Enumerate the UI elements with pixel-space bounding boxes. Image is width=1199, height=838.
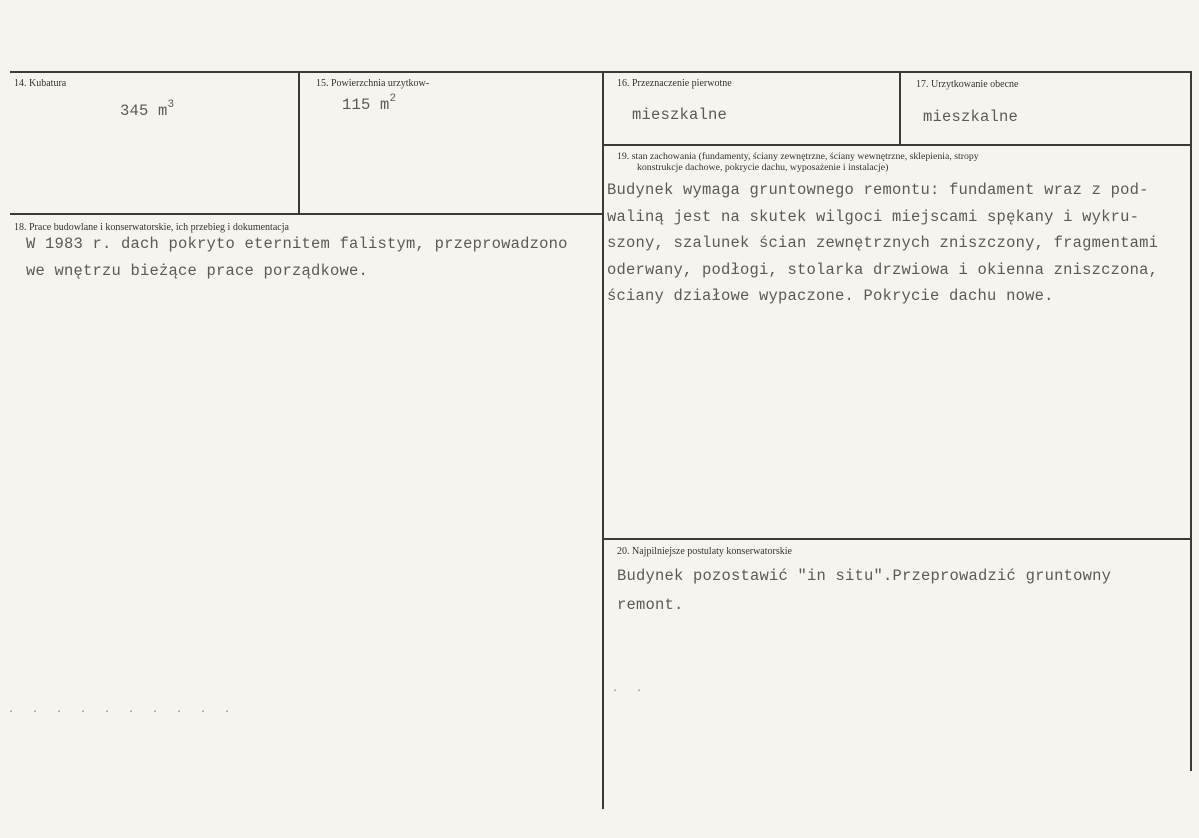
field-20-text xyxy=(617,562,1111,619)
field-19-text xyxy=(607,177,1158,310)
field-14-unit-sup: 3 xyxy=(167,99,175,111)
field-16-label: 16. Przeznaczenie pierwotne xyxy=(617,78,732,89)
dotted-mark-left: · · · · · · · · · · xyxy=(8,707,237,718)
field-19-line: szony, szalunek ścian zewnętrznych zniszczony, fragmentami xyxy=(607,234,1159,252)
field-19-line: Budynek wymaga gruntownego remontu: fundament wraz z pod- xyxy=(607,181,1149,199)
field-19-label-line1: 19. stan zachowania (fundamenty, ściany zewnętrzne, ściany wewnętrzne, sklepienia, stropy xyxy=(617,151,979,162)
field-19-line: waliną jest na skutek wilgoci miejscami spękany i wykru- xyxy=(607,207,1140,226)
field-15-value xyxy=(342,95,396,114)
field-19-label-line2: konstrukcje dachowe, pokrycie dachu, wyposażenie i instalacje) xyxy=(637,162,889,173)
divider-14-15 xyxy=(298,71,300,214)
row-rule-left xyxy=(10,213,602,215)
field-19-line: ściany działowe wypaczone. Pokrycie dachu nowe. xyxy=(607,287,1054,305)
field-14-value xyxy=(120,101,174,120)
field-20-label: 20. Najpilniejsze postulaty konserwatorskie xyxy=(617,546,792,557)
field-19-line: oderwany, podłogi, stolarka drzwiowa i okienna zniszczona, xyxy=(607,260,1159,279)
field-17-value: mieszkalne xyxy=(923,108,1019,126)
field-15-label: 15. Powierzchnia urzytkow- xyxy=(316,78,430,89)
dotted-mark-right: · · xyxy=(612,686,649,697)
field-20-line: remont. xyxy=(617,595,684,614)
field-14-label: 14. Kubatura xyxy=(14,78,67,89)
right-border xyxy=(1190,71,1192,771)
top-rule xyxy=(10,71,1192,73)
divider-16-17 xyxy=(899,71,901,145)
field-18-text xyxy=(26,231,568,284)
field-15-unit-sup: 2 xyxy=(389,93,397,105)
field-16-value: mieszkalne xyxy=(632,106,728,124)
field-15-number: 115 m xyxy=(342,96,390,115)
field-20-line: Budynek pozostawić "in situ".Przeprowadzić gruntowny xyxy=(617,567,1112,585)
field-18-line: we wnętrzu bieżące prace porządkowe. xyxy=(26,261,369,280)
field-17-label: 17. Urzytkowanie obecne xyxy=(916,79,1019,90)
field-14-number: 345 m xyxy=(120,102,168,121)
row-rule-right xyxy=(604,144,1190,146)
center-divider xyxy=(602,71,604,809)
field-18-label: 18. Prace budowlane i konserwatorskie, ich przebieg i dokumentacja xyxy=(14,222,289,233)
field-18-line: W 1983 r. dach pokryto eternitem falistym, przeprowadzono xyxy=(26,235,568,253)
field20-rule xyxy=(604,538,1190,540)
